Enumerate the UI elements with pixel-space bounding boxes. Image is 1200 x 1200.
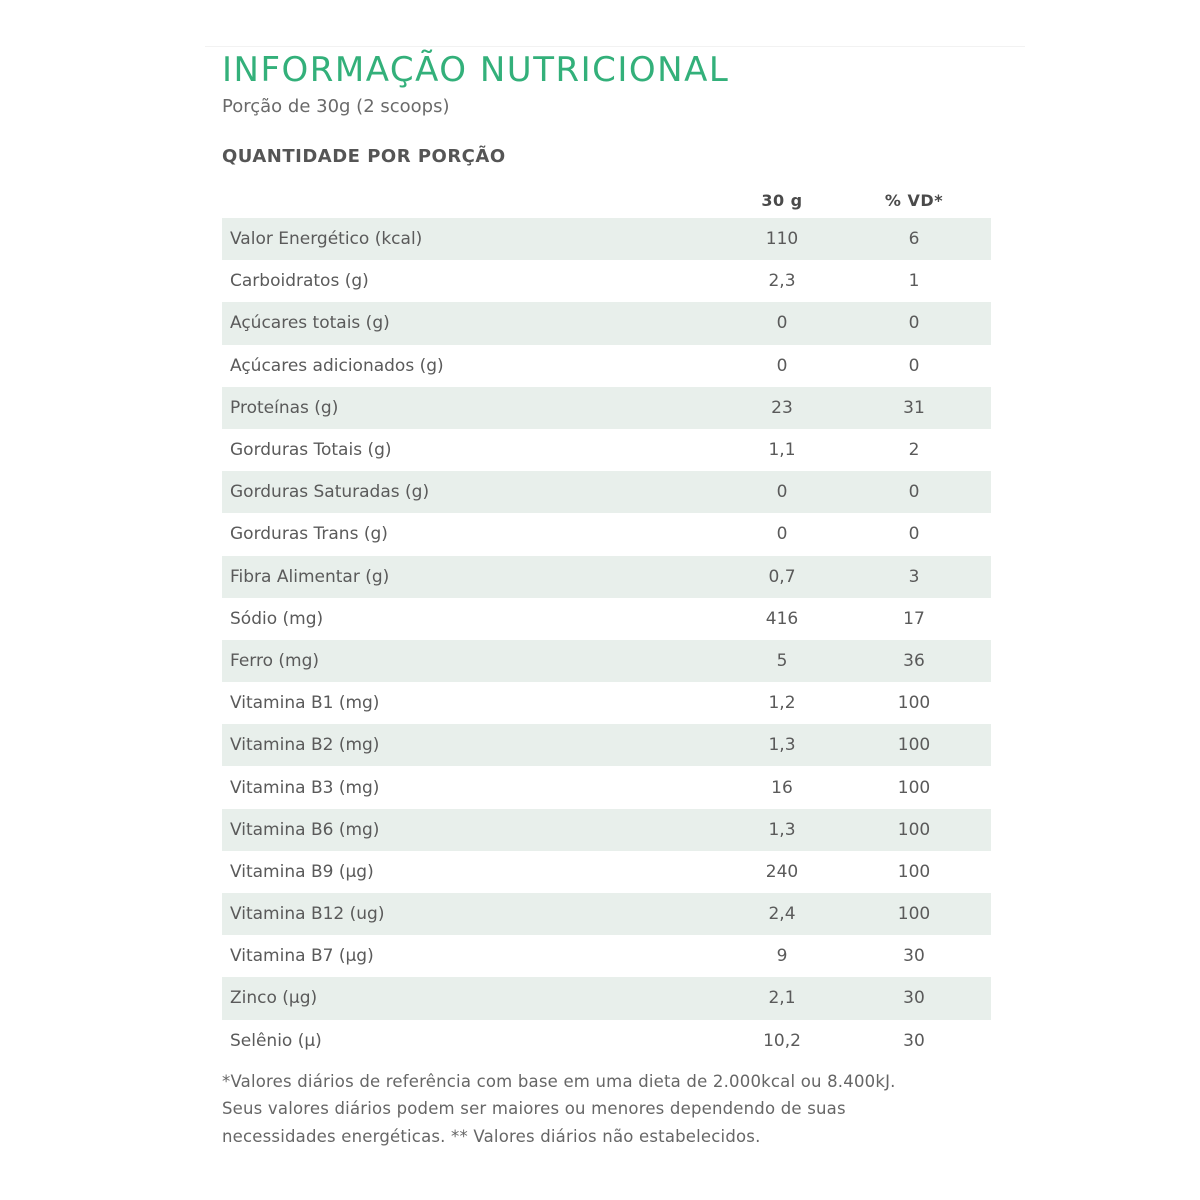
nutrient-name: Gorduras Totais (g) [230, 440, 392, 461]
nutrient-daily-value: 100 [897, 861, 931, 882]
nutrient-daily-value: 100 [897, 904, 931, 925]
table-row [222, 1020, 991, 1062]
nutrient-daily-value: 100 [897, 819, 931, 840]
nutrient-daily-value: 100 [897, 777, 931, 798]
table-row [222, 724, 991, 766]
nutrient-amount: 1,1 [768, 440, 796, 461]
footnote-line: *Valores diários de referência com base em uma dieta de 2.000kcal ou 8.400kJ. [222, 1071, 896, 1091]
nutrient-name: Vitamina B9 (µg) [230, 861, 374, 882]
nutrient-daily-value: 6 [908, 229, 920, 250]
nutrient-daily-value: 3 [908, 566, 920, 587]
nutrient-amount: 10,2 [763, 1030, 801, 1051]
nutrient-name: Vitamina B6 (mg) [230, 819, 380, 840]
nutrient-name: Vitamina B1 (mg) [230, 693, 380, 714]
table-row [222, 598, 991, 640]
nutrient-daily-value: 1 [908, 271, 920, 292]
table-row [222, 471, 991, 513]
nutrient-daily-value: 17 [903, 608, 925, 629]
nutrient-daily-value: 36 [903, 650, 925, 671]
table-row [222, 935, 991, 977]
nutrient-daily-value: 0 [908, 313, 920, 334]
table-row [222, 302, 991, 344]
nutrient-daily-value: 0 [908, 482, 920, 503]
nutrient-name: Vitamina B2 (mg) [230, 735, 380, 756]
table-row [222, 977, 991, 1019]
nutrient-name: Vitamina B7 (µg) [230, 946, 374, 967]
table-row [222, 640, 991, 682]
nutrient-amount: 0 [776, 524, 788, 545]
table-row [222, 218, 991, 260]
nutrient-amount: 416 [765, 608, 799, 629]
nutrition-table [222, 182, 991, 1062]
nutrient-daily-value: 100 [897, 693, 931, 714]
nutrient-daily-value: 30 [903, 1030, 925, 1051]
nutrient-name: Ferro (mg) [230, 650, 320, 671]
table-row [222, 766, 991, 808]
portion-size: Porção de 30g (2 scoops) [222, 96, 450, 117]
nutrient-amount: 0 [776, 313, 788, 334]
page-title: INFORMAÇÃO NUTRICIONAL [222, 50, 730, 90]
nutrient-amount: 16 [771, 777, 793, 798]
nutrient-amount: 5 [776, 650, 788, 671]
nutrient-name: Carboidratos (g) [230, 271, 369, 292]
top-divider [205, 46, 1025, 47]
nutrient-amount: 240 [765, 861, 799, 882]
nutrient-name: Gorduras Saturadas (g) [230, 482, 430, 503]
table-header [222, 182, 991, 218]
nutrient-daily-value: 0 [908, 355, 920, 376]
nutrient-daily-value: 30 [903, 988, 925, 1009]
nutrient-name: Zinco (µg) [230, 988, 318, 1009]
nutrient-daily-value: 30 [903, 946, 925, 967]
nutrient-amount: 1,2 [768, 693, 796, 714]
nutrient-name: Sódio (mg) [230, 608, 324, 629]
nutrient-name: Valor Energético (kcal) [230, 229, 423, 250]
nutrient-daily-value: 31 [903, 397, 925, 418]
section-heading: QUANTIDADE POR PORÇÃO [222, 146, 506, 167]
nutrient-amount: 0,7 [768, 566, 796, 587]
nutrient-name: Proteínas (g) [230, 397, 339, 418]
nutrient-amount: 110 [765, 229, 799, 250]
nutrient-daily-value: 2 [908, 440, 920, 461]
nutrient-amount: 0 [776, 355, 788, 376]
table-row [222, 513, 991, 555]
nutrient-name: Selênio (µ) [230, 1030, 322, 1051]
nutrient-daily-value: 100 [897, 735, 931, 756]
nutrient-amount: 0 [776, 482, 788, 503]
nutrient-amount: 23 [771, 397, 793, 418]
table-row [222, 809, 991, 851]
nutrient-name: Gorduras Trans (g) [230, 524, 388, 545]
nutrient-daily-value: 0 [908, 524, 920, 545]
nutrient-name: Vitamina B3 (mg) [230, 777, 380, 798]
nutrient-amount: 9 [776, 946, 788, 967]
table-row [222, 893, 991, 935]
nutrient-name: Vitamina B12 (ug) [230, 904, 385, 925]
nutrient-name: Açúcares totais (g) [230, 313, 390, 334]
nutrition-facts-panel [222, 48, 992, 1150]
table-row [222, 345, 991, 387]
nutrient-amount: 2,4 [768, 904, 796, 925]
nutrient-name: Fibra Alimentar (g) [230, 566, 390, 587]
header-daily-value: % VD* [884, 190, 944, 210]
table-row [222, 556, 991, 598]
footnote-line: Seus valores diários podem ser maiores ou menores dependendo de suas [222, 1099, 846, 1119]
table-row [222, 851, 991, 893]
nutrient-amount: 2,1 [768, 988, 796, 1009]
footnote-line: necessidades energéticas. ** Valores diários não estabelecidos. [222, 1126, 761, 1146]
table-row [222, 682, 991, 724]
nutrient-name: Açúcares adicionados (g) [230, 355, 444, 376]
footnote [222, 1068, 992, 1151]
header-amount: 30 g [761, 190, 803, 210]
nutrient-amount: 2,3 [768, 271, 796, 292]
table-row [222, 260, 991, 302]
table-row [222, 387, 991, 429]
nutrient-amount: 1,3 [768, 819, 796, 840]
table-body [222, 218, 991, 1062]
table-row [222, 429, 991, 471]
nutrient-amount: 1,3 [768, 735, 796, 756]
